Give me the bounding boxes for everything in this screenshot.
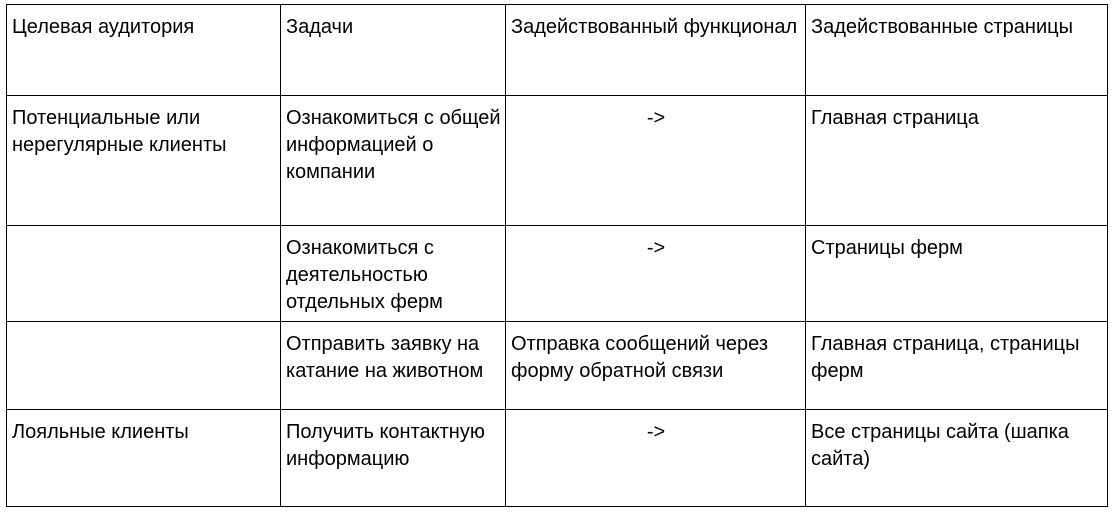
cell-task: Отправить заявку на катание на животном <box>281 322 506 410</box>
cell-audience <box>7 226 281 322</box>
cell-audience: Лояльные клиенты <box>7 410 281 507</box>
table-row <box>7 226 1108 322</box>
cell-task: Ознакомиться с деятельностью отдельных ферм <box>281 226 506 322</box>
cell-task: Получить контактную информацию <box>281 410 506 507</box>
cell-pages: Главная страница <box>806 96 1108 226</box>
cell-task: Ознакомиться с общей информацией о компании <box>281 96 506 226</box>
cell-pages: Все страницы сайта (шапка сайта) <box>806 410 1108 507</box>
cell-functionality: -> <box>506 226 806 322</box>
table-header-row <box>7 5 1108 96</box>
cell-pages: Главная страница, страницы ферм <box>806 322 1108 410</box>
cell-audience: Потенциальные или нерегулярные клиенты <box>7 96 281 226</box>
header-functionality: Задействованный функционал <box>506 5 806 96</box>
header-pages: Задействованные страницы <box>806 5 1108 96</box>
cell-functionality: -> <box>506 96 806 226</box>
header-tasks: Задачи <box>281 5 506 96</box>
table-row <box>7 96 1108 226</box>
header-audience: Целевая аудитория <box>7 5 281 96</box>
audience-tasks-table <box>6 4 1108 507</box>
cell-audience <box>7 322 281 410</box>
table-row <box>7 410 1108 507</box>
cell-pages: Страницы ферм <box>806 226 1108 322</box>
cell-functionality: -> <box>506 410 806 507</box>
cell-functionality: Отправка сообщений через форму обратной связи <box>506 322 806 410</box>
table-row <box>7 322 1108 410</box>
